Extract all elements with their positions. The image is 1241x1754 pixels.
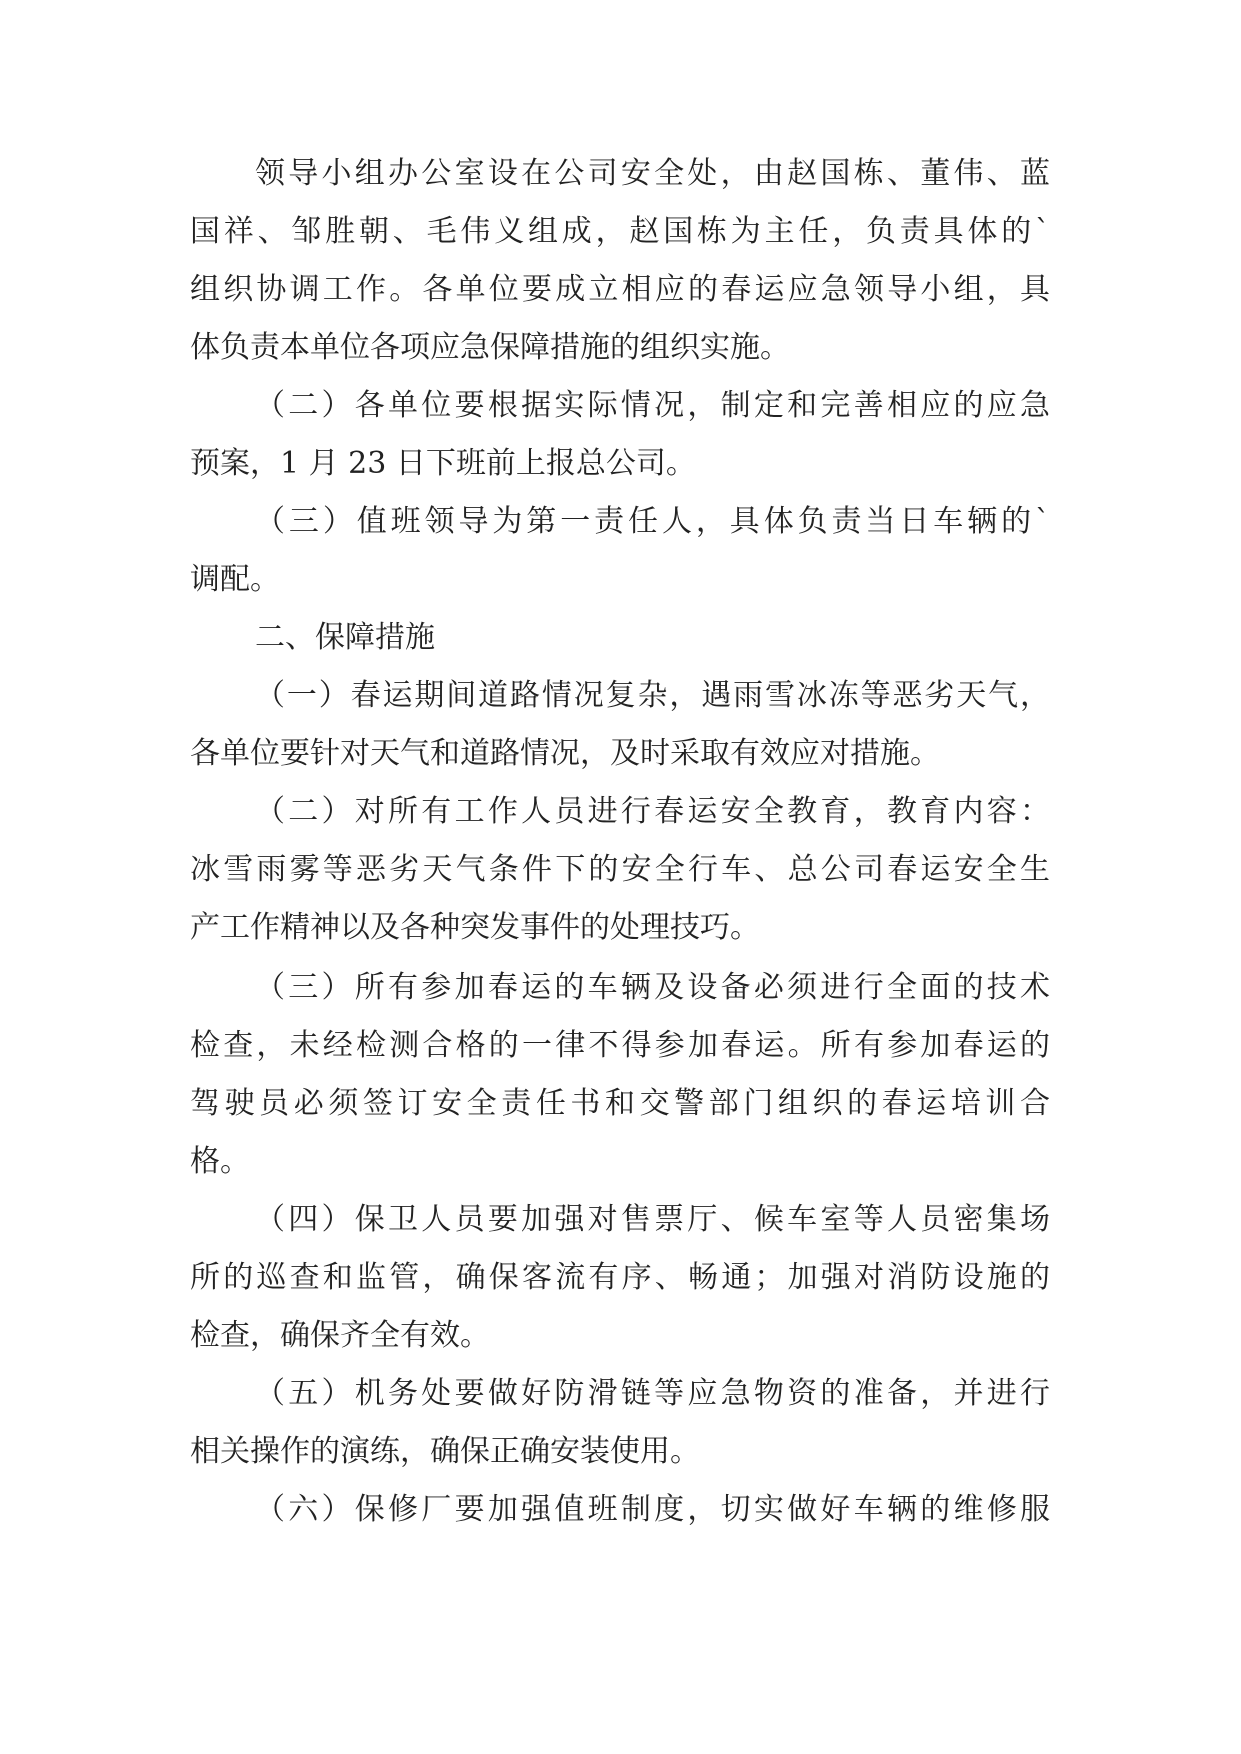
text-line: 调配。 xyxy=(190,562,280,597)
text-line: 体负责本单位各项应急保障措施的组织实施。 xyxy=(190,330,790,365)
text-line: 所的巡查和监管，确保客流有序、畅通；加强对消防设施的 xyxy=(190,1260,1050,1295)
text-line: 领导小组办公室设在公司安全处，由赵国栋、董伟、蓝 xyxy=(255,156,1050,191)
text-line: （二）各单位要根据实际情况，制定和完善相应的应急 xyxy=(255,388,1050,423)
text-line: （二）对所有工作人员进行春运安全教育，教育内容： xyxy=(255,794,1050,829)
text-line: （六）保修厂要加强值班制度，切实做好车辆的维修服 xyxy=(255,1492,1050,1527)
text-line: （三）值班领导为第一责任人，具体负责当日车辆的` xyxy=(255,504,1050,539)
section-heading: 二、保障措施 xyxy=(255,620,435,655)
text-line: 相关操作的演练，确保正确安装使用。 xyxy=(190,1434,700,1469)
text-line: （一）春运期间道路情况复杂，遇雨雪冰冻等恶劣天气， xyxy=(255,678,1050,713)
text-line: 检查，未经检测合格的一律不得参加春运。所有参加春运的 xyxy=(190,1028,1050,1063)
text-line: 产工作精神以及各种突发事件的处理技巧。 xyxy=(190,910,760,945)
text-line: 检查，确保齐全有效。 xyxy=(190,1318,490,1353)
text-line: 驾驶员必须签订安全责任书和交警部门组织的春运培训合 xyxy=(190,1086,1050,1121)
text-line: 格。 xyxy=(190,1144,250,1179)
text-line: （四）保卫人员要加强对售票厅、候车室等人员密集场 xyxy=(255,1202,1050,1237)
text-line: 国祥、邹胜朝、毛伟义组成，赵国栋为主任，负责具体的` xyxy=(190,214,1050,249)
text-line: （五）机务处要做好防滑链等应急物资的准备，并进行 xyxy=(255,1376,1050,1411)
text-line: （三）所有参加春运的车辆及设备必须进行全面的技术 xyxy=(255,970,1050,1005)
text-line: 预案，1 月 23 日下班前上报总公司。 xyxy=(190,446,696,481)
text-line: 冰雪雨雾等恶劣天气条件下的安全行车、总公司春运安全生 xyxy=(190,852,1050,887)
text-line: 组织协调工作。各单位要成立相应的春运应急领导小组，具 xyxy=(190,272,1050,307)
text-line: 各单位要针对天气和道路情况，及时采取有效应对措施。 xyxy=(190,736,940,771)
